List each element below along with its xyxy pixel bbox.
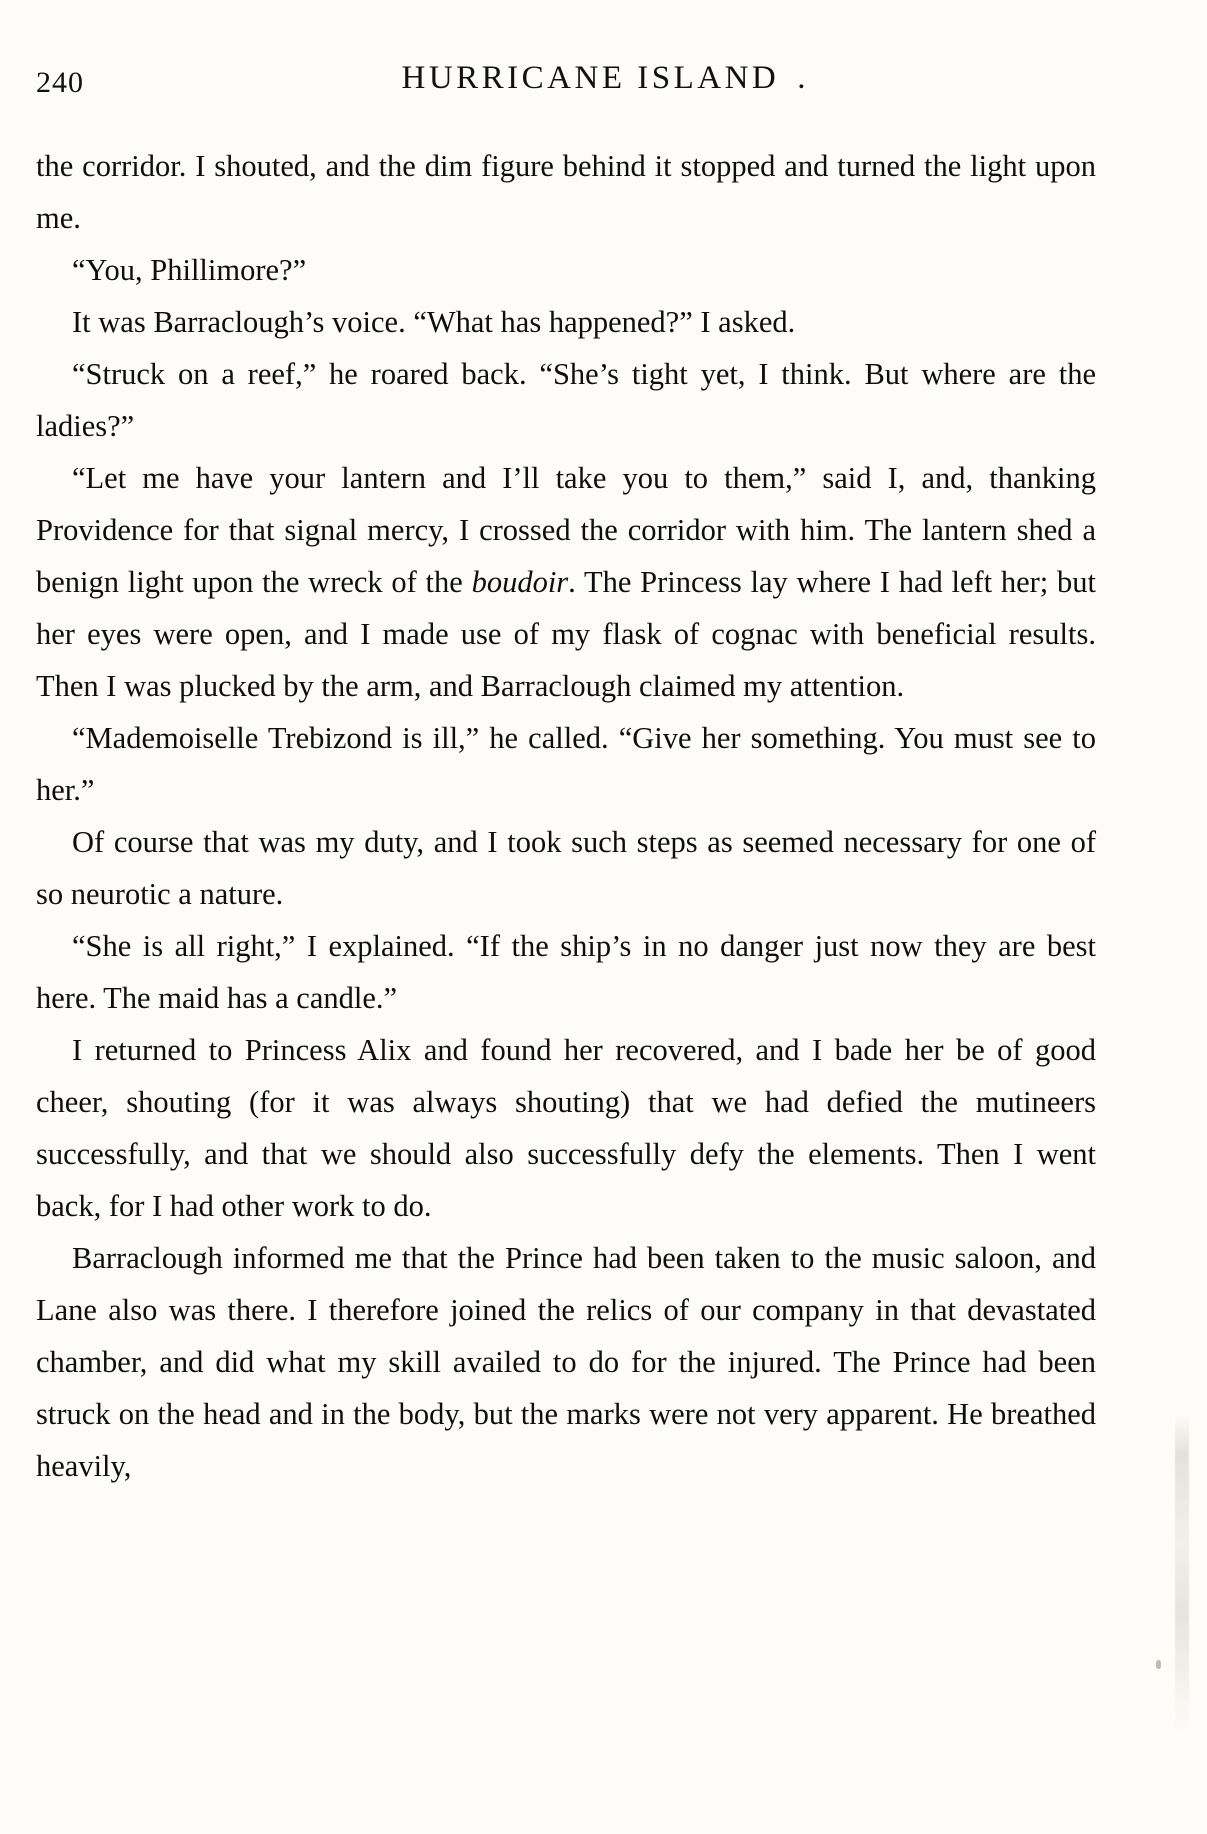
paragraph-3: It was Barraclough’s voice. “What has happened?” I asked. <box>72 305 796 339</box>
paragraph-6: “Mademoiselle Trebizond is ill,” he called. “Give her something. You must see to her.” <box>36 721 1096 807</box>
paragraph-7: Of course that was my duty, and I took such steps as seemed necessary for one of so neurotic a nature. <box>36 825 1096 911</box>
paragraph-9: I returned to Princess Alix and found her recovered, and I bade her be of good cheer, shouting (for it was always shouting) that we had defied the mutineers successfully, and that we should also successfully defy the elements. Then I went back, for I had other work to do. <box>36 1033 1096 1223</box>
margin-smudge <box>1175 1415 1189 1735</box>
paragraph-10: Barraclough informed me that the Prince had been taken to the music saloon, and Lane also was there. I therefore joined the relics of our company in that devastated chamber, and did what my skill availed to do for the injured. The Prince had been struck on the head and in the body, but the marks were not very apparent. He breathed heavily, <box>36 1241 1096 1483</box>
paragraph-1: the corridor. I shouted, and the dim figure behind it stopped and turned the light upon me. <box>36 149 1096 235</box>
body-text <box>36 140 1096 1492</box>
paragraph-8: “She is all right,” I explained. “If the ship’s in no danger just now they are best here. The maid has a candle.” <box>36 929 1096 1015</box>
running-head <box>0 60 1207 97</box>
paragraph-4: “Struck on a reef,” he roared back. “She’s tight yet, I think. But where are the ladies?” <box>36 357 1096 443</box>
page-header <box>0 32 1207 99</box>
running-head-mark: . <box>797 60 806 96</box>
margin-fleck <box>1156 1660 1161 1669</box>
running-head-title: HURRICANE ISLAND <box>401 60 780 96</box>
italic-word: boudoir <box>471 565 569 599</box>
page-number: 240 <box>36 66 84 99</box>
paragraph-5: “Let me have your lantern and I’ll take you to them,” said I, and, thanking Providence for that signal mercy, I crossed the corridor with him. The lantern shed a benign light upon the wreck of the boudoir. The Princess lay where I had left her; but her eyes were open, and I made use of my flask of cognac with beneficial results. Then I was plucked by the arm, and Barraclough claimed my attention. <box>36 461 1096 703</box>
paragraph-2: “You, Phillimore?” <box>72 253 307 287</box>
